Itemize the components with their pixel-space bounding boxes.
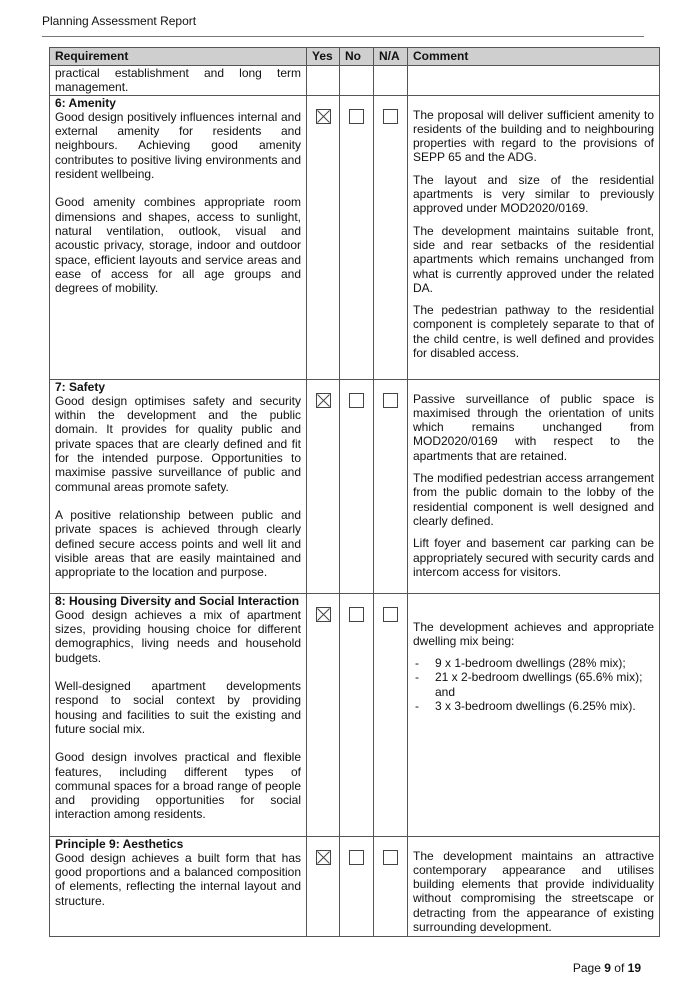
col-header-comment: Comment [408, 48, 660, 66]
requirements-table [49, 47, 660, 937]
no-checkbox[interactable] [349, 393, 364, 408]
requirement-paragraph: Good design achieves a built form that has good proportions and a balanced composition of elements, reflecting the internal layout and structure. [55, 850, 301, 908]
requirement-cell [50, 379, 307, 593]
comment-paragraph: The layout and size of the residential apartments is very similar to previously approved under MOD2020/0169. [413, 172, 654, 216]
requirement-paragraph: Good design involves practical and flexible features, including different types of communal spaces for a broad range of people and providing opportunities for social interaction among residents. [55, 750, 301, 822]
dwelling-mix-list [413, 656, 654, 713]
header-divider [42, 36, 644, 37]
no-checkbox[interactable] [349, 109, 364, 124]
comment-cell [408, 379, 660, 593]
continuation-text: practical establishment and long term management. [50, 66, 307, 96]
comment-paragraph: The pedestrian pathway to the residential component is completely separate to that of the child centre, is well defined and provides for disabled access. [413, 303, 654, 361]
requirement-paragraph: Good amenity combines appropriate room dimensions and shapes, access to sunlight, natural ventilation, outlook, visual and acoustic privacy, storage, indoor and outdoor space, efficient layouts and service areas and ease of access for all age groups and degrees of mobility. [55, 195, 301, 296]
na-checkbox[interactable] [383, 393, 398, 408]
requirement-cell [50, 95, 307, 379]
col-header-yes: Yes [307, 48, 340, 66]
yes-checkbox-checked[interactable] [316, 850, 331, 865]
table-row-aesthetics [50, 836, 660, 936]
table-row-continuation [50, 66, 660, 96]
comment-paragraph: The modified pedestrian access arrangement from the public domain to the lobby of the residential component is well designed and clearly defined. [413, 471, 654, 528]
section-title: Principle 9: Aesthetics [55, 836, 184, 851]
table-row-amenity [50, 95, 660, 379]
na-checkbox[interactable] [383, 850, 398, 865]
yes-checkbox-checked[interactable] [316, 393, 331, 408]
requirement-cell [50, 836, 307, 936]
col-header-na: N/A [374, 48, 408, 66]
requirement-paragraph: A positive relationship between public and private spaces is achieved through clearly defined secure access points and well lit and visible areas that are easily maintained and appropriate to the location and purpose. [55, 507, 301, 580]
table-row-housing-diversity [50, 593, 660, 836]
requirement-paragraph: Good design positively influences internal and external amenity for residents and neighbours. Achieving good amenity contributes to positive living environments and resident wellbeing. [55, 109, 301, 182]
report-title: Planning Assessment Report [42, 14, 197, 28]
comment-paragraph: The development achieves and appropriate dwelling mix being: [413, 619, 654, 648]
no-checkbox[interactable] [349, 607, 364, 622]
page-number: 9 [604, 961, 611, 975]
yes-checkbox-checked[interactable] [316, 109, 331, 124]
comment-paragraph: Lift foyer and basement car parking can be appropriately secured with security cards and intercom access for visitors. [413, 536, 654, 579]
of-label: of [614, 961, 625, 975]
table-header-row [50, 48, 660, 66]
requirement-paragraph: Good design achieves a mix of apartment sizes, providing housing choice for different demographics, living needs and household budgets. [55, 607, 301, 665]
comment-paragraph: The proposal will deliver sufficient amenity to residents of the building and to neighbouring properties with regard to the provisions of SEPP 65 and the ADG. [413, 107, 654, 165]
section-title: 8: Housing Diversity and Social Interaction [55, 593, 300, 608]
requirement-paragraph: Well-designed apartment developments respond to social context by providing housing and facilities to suit the existing and future social mix. [55, 679, 301, 736]
col-header-no: No [340, 48, 374, 66]
col-header-requirement: Requirement [50, 48, 307, 66]
comment-cell [408, 836, 660, 936]
comment-paragraph: The development maintains suitable front, side and rear setbacks of the residential apartments which remains unchanged from what is currently approved under the related DA. [413, 223, 654, 295]
total-pages: 19 [627, 961, 641, 975]
section-title: 6: Amenity [55, 95, 116, 110]
na-checkbox[interactable] [383, 607, 398, 622]
table-row-safety [50, 379, 660, 593]
no-checkbox[interactable] [349, 850, 364, 865]
yes-checkbox-checked[interactable] [316, 607, 331, 622]
list-item: - 3 x 3-bedroom dwellings (6.25% mix). [413, 699, 654, 713]
na-checkbox[interactable] [383, 109, 398, 124]
list-item: - 21 x 2-bedroom dwellings (65.6% mix); and [413, 670, 654, 699]
requirement-cell [50, 593, 307, 836]
comment-paragraph: Passive surveillance of public space is maximised through the orientation of units which remains unchanged from MOD2020/0169 with respect to the apartments that are retained. [413, 391, 654, 463]
requirement-paragraph: Good design optimises safety and security within the development and the public domain. It provides for quality public and private spaces that are clearly defined and fit for the intended purpose. Opportunities to maximise passive surveillance of public and communal areas promote safety. [55, 393, 301, 494]
comment-cell [408, 95, 660, 379]
comment-cell [408, 593, 660, 836]
page-footer [573, 961, 641, 975]
section-title: 7: Safety [55, 379, 106, 394]
comment-paragraph: The development maintains an attractive contemporary appearance and utilises building elements that provide individuality without compromising the streetscape or detracting from the appearance of existing surrounding development. [413, 848, 654, 935]
list-item: - 9 x 1-bedroom dwellings (28% mix); [413, 656, 654, 670]
page-label: Page [572, 961, 601, 975]
